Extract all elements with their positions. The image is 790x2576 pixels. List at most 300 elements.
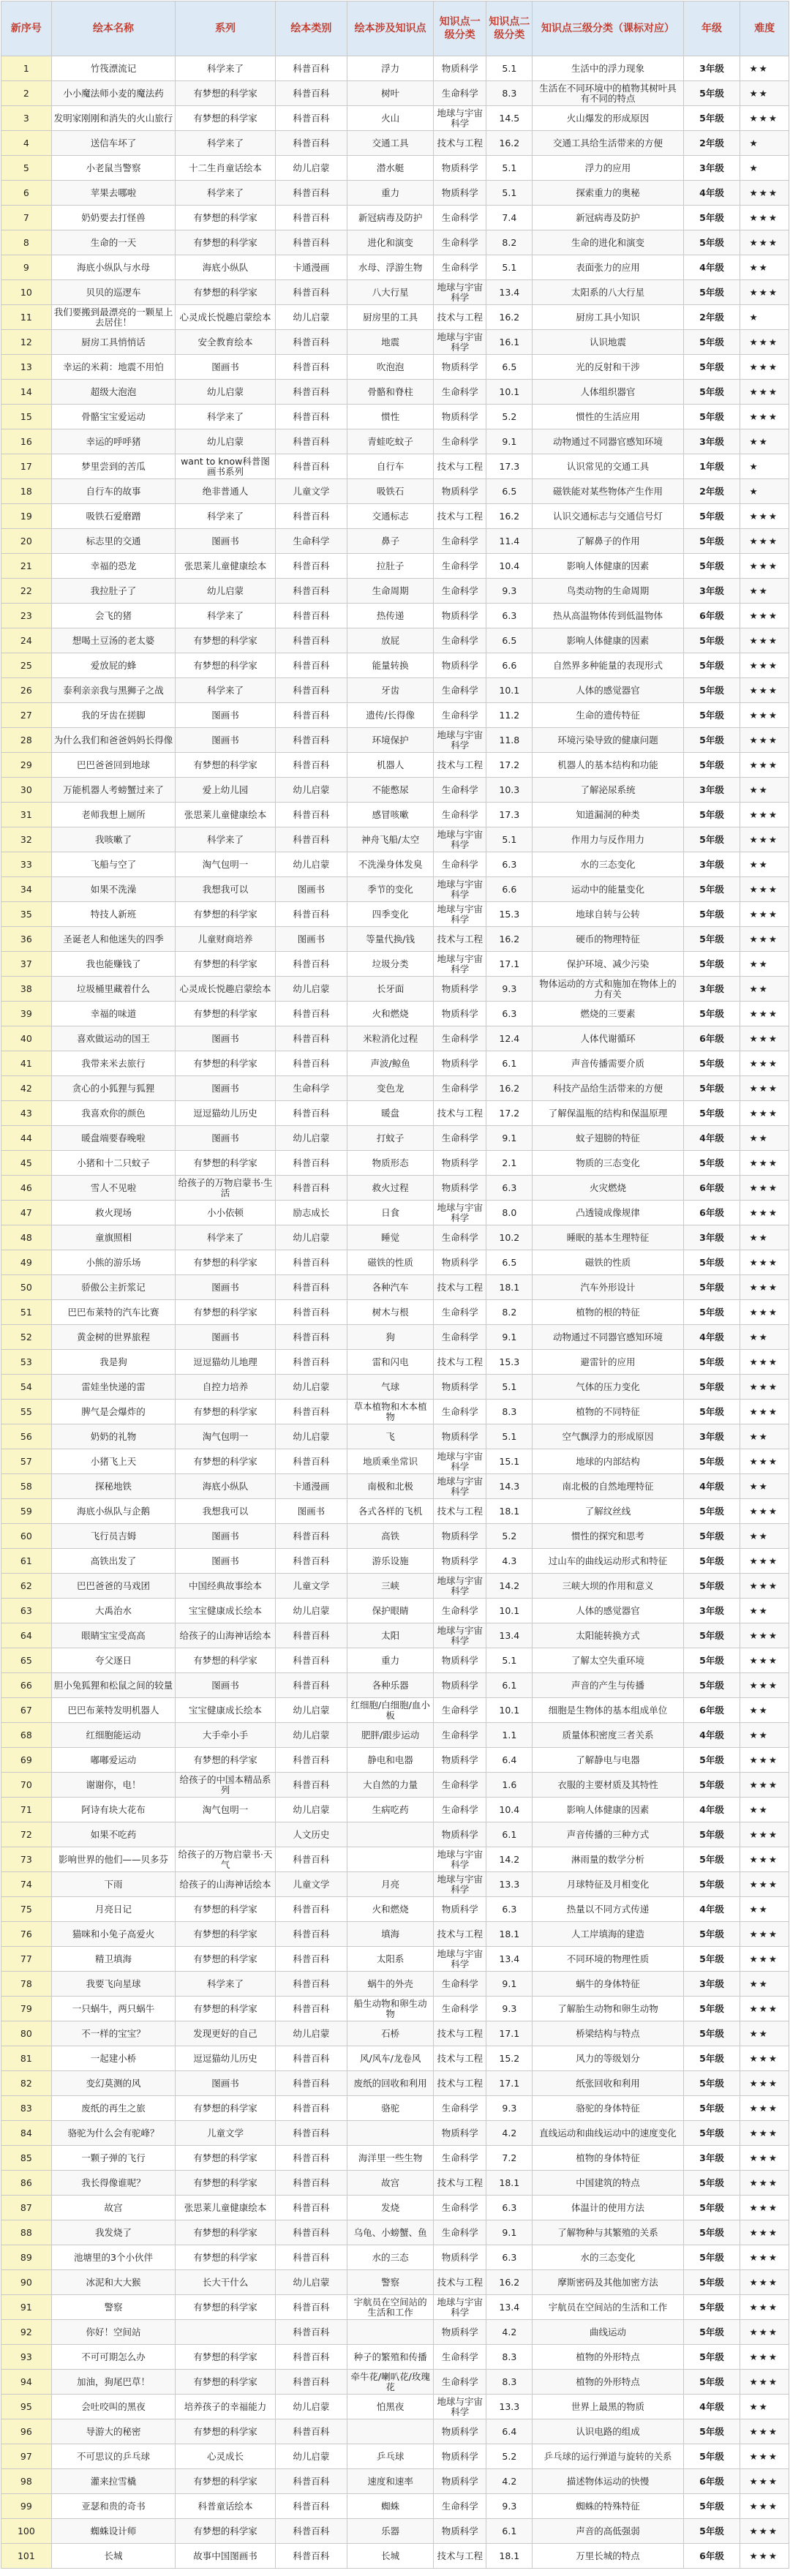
cell-level1: 物质科学 (434, 604, 486, 628)
cell-title: 幸福的味道 (51, 1002, 176, 1026)
cell-level3: 植物的根的特征 (533, 1300, 683, 1325)
cell-level2: 6.5 (486, 479, 533, 504)
cell-knowledge: 骆驼 (347, 2096, 434, 2121)
cell-no: 13 (1, 355, 52, 380)
cell-category: 科普百科 (275, 1275, 347, 1300)
cell-grade: 5年级 (683, 1151, 740, 1176)
cell-knowledge: 草本植物和木本植物 (347, 1400, 434, 1424)
cell-series: 有梦想的科学家 (176, 1300, 275, 1325)
cell-level3: 植物的外形特点 (533, 2370, 683, 2395)
cell-level2: 16.2 (486, 131, 533, 156)
cell-level2: 6.4 (486, 2419, 533, 2444)
cell-difficulty: ★★★ (740, 355, 789, 380)
cell-level2: 11.2 (486, 703, 533, 728)
cell-series: 有梦想的科学家 (176, 1648, 275, 1673)
cell-title: 想喝土豆汤的老太婆 (51, 628, 176, 653)
cell-series: 有梦想的科学家 (176, 1151, 275, 1176)
cell-difficulty: ★★ (740, 1897, 789, 1922)
cell-grade: 5年级 (683, 753, 740, 778)
cell-no: 93 (1, 2345, 52, 2370)
cell-no: 6 (1, 181, 52, 206)
table-row (1, 1201, 789, 1225)
cell-grade: 3年级 (683, 1972, 740, 1997)
cell-level3: 惯性的探究和思考 (533, 1524, 683, 1549)
cell-title: 不可思议的乒乓球 (51, 2444, 176, 2469)
table-row (1, 2071, 789, 2096)
cell-no: 32 (1, 827, 52, 852)
table-row (1, 1748, 789, 1773)
cell-title: 眼睛宝宝受高高 (51, 1623, 176, 1648)
cell-category: 科普百科 (275, 206, 347, 230)
cell-series: 中国经典故事绘本 (176, 1574, 275, 1599)
cell-knowledge (347, 1847, 434, 1872)
cell-knowledge: 太阳 (347, 1623, 434, 1648)
cell-no: 2 (1, 81, 52, 106)
cell-no: 74 (1, 1872, 52, 1897)
cell-knowledge: 填海 (347, 1922, 434, 1947)
cell-category: 幼儿启蒙 (275, 2270, 347, 2295)
cell-level1: 地球与宇宙科学 (434, 2395, 486, 2419)
cell-title: 海底小纵队与企鹅 (51, 1499, 176, 1524)
cell-title: 红细胞能运动 (51, 1723, 176, 1748)
cell-category: 科普百科 (275, 230, 347, 255)
cell-level3: 认识交通标志与交通信号灯 (533, 504, 683, 529)
cell-title: 梦里尝到的苦瓜 (51, 454, 176, 479)
cell-title: 幸福的恐龙 (51, 554, 176, 579)
cell-title: 如果不吃药 (51, 1822, 176, 1847)
cell-level3: 人体代谢循环 (533, 1026, 683, 1051)
cell-series: 科学来了 (176, 1225, 275, 1250)
cell-grade: 5年级 (683, 1623, 740, 1648)
cell-no: 61 (1, 1549, 52, 1574)
cell-no: 29 (1, 753, 52, 778)
cell-knowledge: 神舟飞船/太空 (347, 827, 434, 852)
cell-series: 心灵成长悦趣启蒙绘本 (176, 977, 275, 1002)
cell-series: 给孩子的山海神话绘本 (176, 1623, 275, 1648)
table-row (1, 2270, 789, 2295)
table-row (1, 1549, 789, 1574)
cell-category: 科普百科 (275, 1325, 347, 1350)
table-row (1, 852, 789, 877)
cell-grade: 5年级 (683, 206, 740, 230)
cell-level3: 宇航员在空间站的生活和工作 (533, 2295, 683, 2320)
cell-level3: 风力的等级划分 (533, 2046, 683, 2071)
cell-category: 科普百科 (275, 2469, 347, 2494)
cell-knowledge: 水的三态 (347, 2245, 434, 2270)
cell-level3: 凸透镜成像规律 (533, 1201, 683, 1225)
cell-level3: 人体组织器官 (533, 380, 683, 405)
cell-level1: 地球与宇宙科学 (434, 280, 486, 305)
cell-knowledge: 睡觉 (347, 1225, 434, 1250)
cell-level1: 物质科学 (434, 2245, 486, 2270)
cell-difficulty: ★★★ (740, 703, 789, 728)
cell-no: 69 (1, 1748, 52, 1773)
cell-level1: 生命科学 (434, 1972, 486, 1997)
cell-no: 70 (1, 1773, 52, 1798)
cell-category: 科普百科 (275, 181, 347, 206)
cell-level3: 生活中的浮力现象 (533, 56, 683, 81)
table-row (1, 2395, 789, 2419)
cell-knowledge: 地震 (347, 330, 434, 355)
cell-title: 圣诞老人和他迷失的四季 (51, 927, 176, 952)
cell-level3: 光的反射和干涉 (533, 355, 683, 380)
cell-category: 科普百科 (275, 2146, 347, 2171)
cell-title: 巴巴爸爸的马戏团 (51, 1574, 176, 1599)
cell-grade: 5年级 (683, 827, 740, 852)
cell-series: 安全教育绘本 (176, 330, 275, 355)
cell-grade: 5年级 (683, 230, 740, 255)
cell-series: 有梦想的科学家 (176, 2419, 275, 2444)
cell-knowledge: 石桥 (347, 2021, 434, 2046)
table-row (1, 1375, 789, 1400)
cell-level2: 17.1 (486, 2071, 533, 2096)
cell-title: 标志里的交通 (51, 529, 176, 554)
table-row (1, 604, 789, 628)
cell-knowledge: 打蚊子 (347, 1126, 434, 1151)
cell-level1: 生命科学 (434, 2096, 486, 2121)
cell-series: 有梦想的科学家 (176, 952, 275, 977)
cell-title: 自行车的故事 (51, 479, 176, 504)
cell-knowledge: 能量转换 (347, 653, 434, 678)
cell-category: 科普百科 (275, 405, 347, 429)
cell-category: 科普百科 (275, 1524, 347, 1549)
cell-level3: 中国建筑的特点 (533, 2171, 683, 2196)
cell-difficulty: ★ (740, 156, 789, 181)
cell-level2: 10.2 (486, 1225, 533, 1250)
cell-level3: 了解物种与其繁殖的关系 (533, 2220, 683, 2245)
cell-category: 科普百科 (275, 1026, 347, 1051)
cell-title: 生命的一天 (51, 230, 176, 255)
cell-level3: 摩斯密码及其他加密方法 (533, 2270, 683, 2295)
cell-grade: 5年级 (683, 1275, 740, 1300)
cell-no: 58 (1, 1474, 52, 1499)
cell-difficulty: ★★ (740, 255, 789, 280)
table-row (1, 1822, 789, 1847)
cell-series: 给孩子的万物启蒙书·天气 (176, 1847, 275, 1872)
cell-knowledge (347, 2121, 434, 2146)
table-row (1, 753, 789, 778)
cell-difficulty: ★★★ (740, 1623, 789, 1648)
cell-knowledge: 太阳系 (347, 1947, 434, 1972)
table-row (1, 1773, 789, 1798)
cell-level2: 1.1 (486, 1723, 533, 1748)
cell-level2: 13.4 (486, 1623, 533, 1648)
cell-series: 图画书 (176, 703, 275, 728)
cell-knowledge: 各种汽车 (347, 1275, 434, 1300)
cell-level1: 生命科学 (434, 1723, 486, 1748)
cell-knowledge: 保护眼睛 (347, 1599, 434, 1623)
cell-series: 心灵成长悦趣启蒙绘本 (176, 305, 275, 330)
cell-level2: 12.4 (486, 1026, 533, 1051)
cell-difficulty: ★★★ (740, 1101, 789, 1126)
cell-difficulty: ★★★ (740, 2370, 789, 2395)
table-row (1, 1151, 789, 1176)
cell-level3: 乒乓球的运行弹道与旋转的关系 (533, 2444, 683, 2469)
cell-title: 厨房工具悄悄话 (51, 330, 176, 355)
cell-grade: 5年级 (683, 628, 740, 653)
cell-knowledge: 长城 (347, 2544, 434, 2569)
cell-no: 12 (1, 330, 52, 355)
cell-knowledge: 生病吃药 (347, 1798, 434, 1822)
cell-level2: 18.1 (486, 2171, 533, 2196)
cell-grade: 3年级 (683, 1599, 740, 1623)
cell-grade: 5年级 (683, 1101, 740, 1126)
cell-category: 科普百科 (275, 106, 347, 131)
cell-level2: 5.1 (486, 827, 533, 852)
cell-level2: 14.2 (486, 1574, 533, 1599)
cell-level2: 17.2 (486, 1101, 533, 1126)
cell-series: 图画书 (176, 2071, 275, 2096)
cell-title: 大禹治水 (51, 1599, 176, 1623)
cell-grade: 3年级 (683, 56, 740, 81)
header-category: 绘本类别 (275, 1, 347, 56)
cell-knowledge: 三峡 (347, 1574, 434, 1599)
cell-difficulty: ★ (740, 305, 789, 330)
cell-difficulty: ★★★ (740, 1375, 789, 1400)
cell-level1: 技术与工程 (434, 2071, 486, 2096)
cell-level2: 8.0 (486, 1201, 533, 1225)
cell-title: 会吐咬叫的黑夜 (51, 2395, 176, 2419)
cell-level2: 6.5 (486, 355, 533, 380)
cell-no: 71 (1, 1798, 52, 1822)
cell-no: 56 (1, 1424, 52, 1449)
cell-level1: 物质科学 (434, 2519, 486, 2544)
cell-no: 81 (1, 2046, 52, 2071)
cell-level3: 人工岸填海的建造 (533, 1922, 683, 1947)
cell-category: 科普百科 (275, 1350, 347, 1375)
cell-no: 36 (1, 927, 52, 952)
cell-series: 有梦想的科学家 (176, 628, 275, 653)
cell-category: 幼儿启蒙 (275, 1126, 347, 1151)
cell-level1: 生命科学 (434, 2146, 486, 2171)
cell-grade: 5年级 (683, 2494, 740, 2519)
header-row (1, 1, 789, 56)
cell-no: 37 (1, 952, 52, 977)
cell-grade: 5年级 (683, 1499, 740, 1524)
cell-level3: 桥梁结构与特点 (533, 2021, 683, 2046)
cell-knowledge: 南极和北极 (347, 1474, 434, 1499)
cell-category: 科普百科 (275, 454, 347, 479)
table-row (1, 2320, 789, 2345)
cell-difficulty: ★★★ (740, 2146, 789, 2171)
cell-level1: 技术与工程 (434, 2171, 486, 2196)
cell-difficulty: ★★★ (740, 1449, 789, 1474)
cell-title: 老师我想上厕所 (51, 803, 176, 827)
cell-difficulty: ★★★ (740, 1997, 789, 2021)
cell-knowledge: 厨房里的工具 (347, 305, 434, 330)
cell-category: 科普百科 (275, 81, 347, 106)
cell-level2: 6.5 (486, 628, 533, 653)
cell-no: 79 (1, 1997, 52, 2021)
cell-level3: 厨房工具小知识 (533, 305, 683, 330)
cell-level1: 地球与宇宙科学 (434, 106, 486, 131)
cell-grade: 5年级 (683, 2220, 740, 2245)
cell-level1: 技术与工程 (434, 2544, 486, 2569)
cell-title: 小熊的游乐场 (51, 1250, 176, 1275)
cell-series: 科学来了 (176, 827, 275, 852)
table-row (1, 2245, 789, 2270)
cell-title: 万能机器人考螃蟹过来了 (51, 778, 176, 803)
cell-no: 9 (1, 255, 52, 280)
cell-category: 幼儿启蒙 (275, 852, 347, 877)
cell-level1: 生命科学 (434, 1026, 486, 1051)
cell-category: 科普百科 (275, 1897, 347, 1922)
cell-category: 科普百科 (275, 628, 347, 653)
cell-grade: 4年级 (683, 1474, 740, 1499)
cell-series: 科学来了 (176, 678, 275, 703)
cell-difficulty: ★★★ (740, 2171, 789, 2196)
cell-difficulty: ★★ (740, 1972, 789, 1997)
cell-level2: 14.5 (486, 106, 533, 131)
cell-no: 54 (1, 1375, 52, 1400)
cell-knowledge: 雷和闪电 (347, 1350, 434, 1375)
cell-level3: 了解太空失重环境 (533, 1648, 683, 1673)
cell-knowledge: 红细胞/白细胞/血小板 (347, 1698, 434, 1723)
cell-no: 80 (1, 2021, 52, 2046)
table-row (1, 977, 789, 1002)
table-row (1, 2494, 789, 2519)
cell-grade: 5年级 (683, 1648, 740, 1673)
cell-grade: 3年级 (683, 1225, 740, 1250)
cell-grade: 5年级 (683, 1300, 740, 1325)
cell-level2: 10.1 (486, 1599, 533, 1623)
cell-grade: 5年级 (683, 405, 740, 429)
cell-knowledge: 地质乘坐常识 (347, 1449, 434, 1474)
cell-title: 爱放屁的蜂 (51, 653, 176, 678)
cell-difficulty: ★★★ (740, 2245, 789, 2270)
cell-no: 60 (1, 1524, 52, 1549)
cell-title: 苹果去哪啦 (51, 181, 176, 206)
cell-series: 有梦想的科学家 (176, 106, 275, 131)
cell-level2: 9.1 (486, 1126, 533, 1151)
cell-grade: 6年级 (683, 604, 740, 628)
cell-title: 我们要搬到最漂亮的一颗星上去居住！ (51, 305, 176, 330)
cell-series: 有梦想的科学家 (176, 2096, 275, 2121)
cell-difficulty: ★★★ (740, 380, 789, 405)
cell-category: 科普百科 (275, 1449, 347, 1474)
cell-level2: 17.3 (486, 454, 533, 479)
cell-grade: 3年级 (683, 156, 740, 181)
cell-level3: 直线运动和曲线运动中的速度变化 (533, 2121, 683, 2146)
cell-series: 绝非普通人 (176, 479, 275, 504)
cell-difficulty: ★★★ (740, 1400, 789, 1424)
cell-title: 灌来拉雪橇 (51, 2469, 176, 2494)
table-row (1, 678, 789, 703)
cell-level2: 6.3 (486, 1176, 533, 1201)
cell-difficulty: ★★★ (740, 1350, 789, 1375)
header-level2: 知识点二级分类 (486, 1, 533, 56)
cell-level2: 5.2 (486, 2444, 533, 2469)
cell-series: 有梦想的科学家 (176, 2345, 275, 2370)
cell-title: 送信车坏了 (51, 131, 176, 156)
cell-grade: 5年级 (683, 952, 740, 977)
page (1, 1, 789, 2575)
table-row (1, 628, 789, 653)
cell-category: 科普百科 (275, 827, 347, 852)
cell-level3: 浮力的应用 (533, 156, 683, 181)
table-row (1, 504, 789, 529)
cell-no: 22 (1, 579, 52, 604)
table-row (1, 1798, 789, 1822)
cell-grade: 3年级 (683, 977, 740, 1002)
cell-level1: 物质科学 (434, 56, 486, 81)
cell-level3: 描述物体运动的快慢 (533, 2469, 683, 2494)
cell-level3: 了解静电与电器 (533, 1748, 683, 1773)
cell-difficulty: ★★★ (740, 1947, 789, 1972)
cell-difficulty: ★★ (740, 1798, 789, 1822)
cell-knowledge: 火和燃烧 (347, 1897, 434, 1922)
cell-level3: 物质的三态变化 (533, 1151, 683, 1176)
cell-level2: 13.4 (486, 2295, 533, 2320)
cell-level3: 生活在不同环境中的植物其树叶具有不同的特点 (533, 81, 683, 106)
cell-level3: 火山爆发的形成原因 (533, 106, 683, 131)
cell-level2: 11.8 (486, 728, 533, 753)
cell-difficulty: ★★★ (740, 753, 789, 778)
cell-title: 幸运的米莉：地震不用怕 (51, 355, 176, 380)
cell-level3: 蜗牛的身体特征 (533, 1972, 683, 1997)
cell-title: 飞船与空了 (51, 852, 176, 877)
table-row (1, 827, 789, 852)
cell-difficulty: ★★★ (740, 1076, 789, 1101)
cell-level2: 17.2 (486, 753, 533, 778)
cell-no: 62 (1, 1574, 52, 1599)
cell-series: 淘气包明一 (176, 1424, 275, 1449)
cell-difficulty: ★★★ (740, 504, 789, 529)
header-level3: 知识点三级分类（课标对应） (533, 1, 683, 56)
cell-knowledge: 进化和演变 (347, 230, 434, 255)
cell-level2: 6.5 (486, 1250, 533, 1275)
cell-level1: 生命科学 (434, 1325, 486, 1350)
cell-level2: 6.1 (486, 1673, 533, 1698)
cell-title: 为什么我们和爸爸妈妈长得像 (51, 728, 176, 753)
cell-level2: 5.1 (486, 181, 533, 206)
cell-level1: 生命科学 (434, 1400, 486, 1424)
cell-title: 池塘里的3个小伙伴 (51, 2245, 176, 2270)
header-title: 绘本名称 (51, 1, 176, 56)
cell-category: 科普百科 (275, 2544, 347, 2569)
cell-title: 骄傲公主折浆记 (51, 1275, 176, 1300)
table-row (1, 81, 789, 106)
cell-knowledge: 船生动物和卵生动物 (347, 1997, 434, 2021)
cell-category: 科普百科 (275, 330, 347, 355)
cell-no: 51 (1, 1300, 52, 1325)
cell-knowledge: 大自然的力量 (347, 1773, 434, 1798)
cell-category: 幼儿启蒙 (275, 1698, 347, 1723)
cell-knowledge: 生命周期 (347, 579, 434, 604)
table-row (1, 1574, 789, 1599)
cell-title: 骆驼为什么会有驼峰？ (51, 2121, 176, 2146)
cell-no: 97 (1, 2444, 52, 2469)
cell-grade: 5年级 (683, 2245, 740, 2270)
table-row (1, 1847, 789, 1872)
table-row (1, 1648, 789, 1673)
cell-no: 42 (1, 1076, 52, 1101)
cell-grade: 6年级 (683, 2469, 740, 2494)
cell-knowledge: 肥胖/跟步运动 (347, 1723, 434, 1748)
cell-knowledge: 宇航员在空间站的生活和工作 (347, 2295, 434, 2320)
cell-level1: 物质科学 (434, 2444, 486, 2469)
cell-level2: 6.1 (486, 2519, 533, 2544)
cell-level1: 生命科学 (434, 1997, 486, 2021)
table-row (1, 56, 789, 81)
table-row (1, 877, 789, 902)
cell-category: 科普百科 (275, 2121, 347, 2146)
cell-category: 科普百科 (275, 2220, 347, 2245)
cell-difficulty: ★★★ (740, 1499, 789, 1524)
cell-knowledge: 物质形态 (347, 1151, 434, 1176)
cell-no: 18 (1, 479, 52, 504)
header-grade: 年级 (683, 1, 740, 56)
